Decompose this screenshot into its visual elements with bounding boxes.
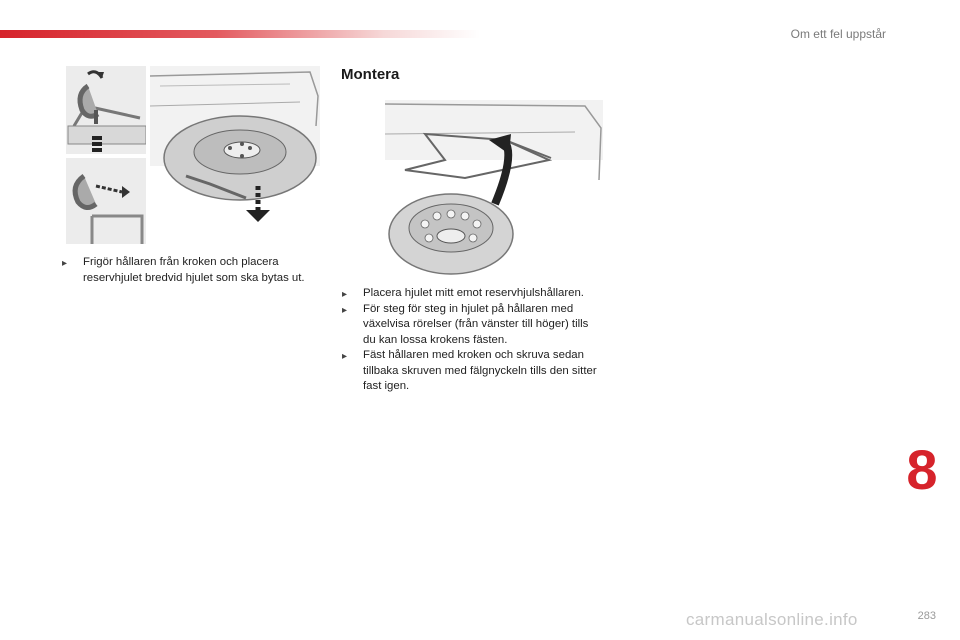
section-title: Om ett fel uppstår <box>790 27 886 41</box>
hook-detail-illustration <box>66 66 146 244</box>
wheel-removal-illustration <box>150 66 320 244</box>
chapter-color-bar <box>0 30 480 38</box>
arrow-icon <box>246 210 270 222</box>
page-number: 283 <box>917 610 936 622</box>
wheel-mounting-illustration <box>385 100 603 276</box>
list-item: ▸ Fäst hållaren med kroken och skruva sedan tillbaka skruven med fälgnyckeln tills den sitter fast igen. <box>342 349 597 392</box>
list-item: ▸ Frigör hållaren från kroken och placera reservhjulet bredvid hjulet som ska bytas ut. <box>62 256 305 284</box>
bullet-icon: ▸ <box>342 289 348 300</box>
left-steps <box>62 255 334 286</box>
bullet-icon: ▸ <box>342 304 348 316</box>
list-item: ▸ För steg för steg in hjulet på hållaren med växelvisa rörelser (från vänster till höger) tills du kan lossa krokens fästen. <box>342 302 589 346</box>
section-heading: Montera <box>341 66 400 83</box>
bullet-icon: ▸ <box>342 351 348 362</box>
list-item: ▸ Placera hjulet mitt emot reservhjulshållaren. <box>342 286 600 302</box>
bullet-icon: ▸ <box>62 258 68 269</box>
watermark[interactable]: carmanualsonline.info <box>686 610 858 629</box>
right-steps <box>342 286 600 395</box>
chapter-number: 8 <box>906 438 938 501</box>
